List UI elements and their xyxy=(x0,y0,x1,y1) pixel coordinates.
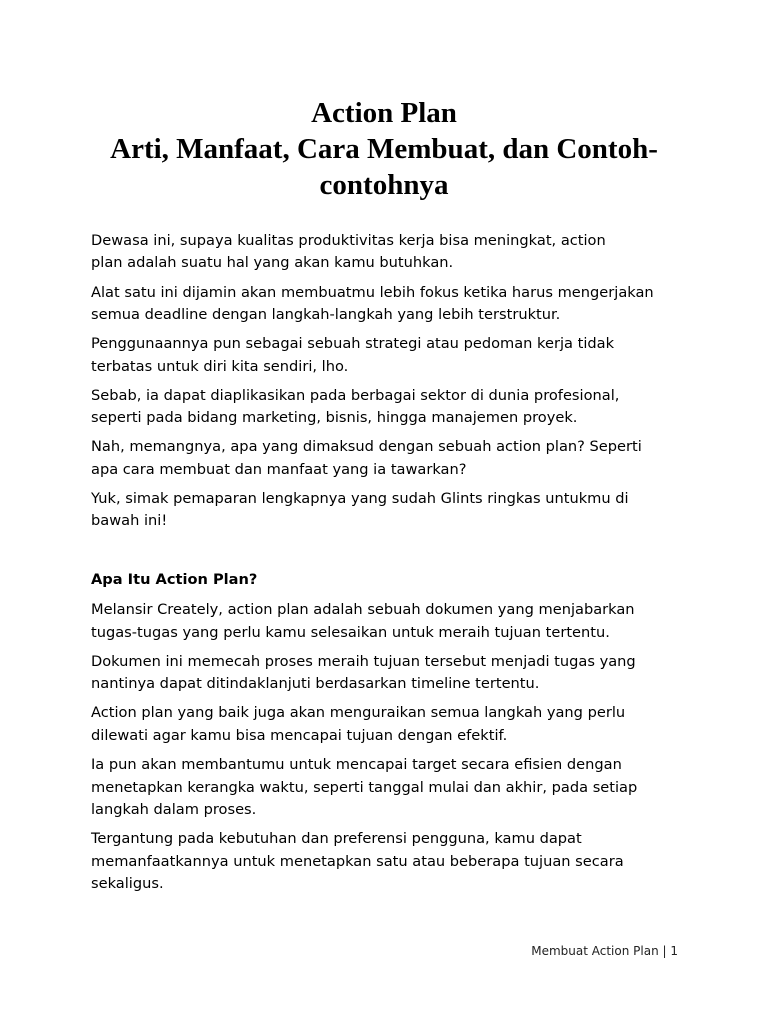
paragraph-line: sekaligus. xyxy=(91,874,164,892)
paragraph-line: Ia pun akan membantumu untuk mencapai target secara efisien dengan xyxy=(91,756,622,774)
paragraph-line: bawah ini! xyxy=(91,512,168,530)
section-paragraph-3 xyxy=(91,702,691,747)
document-body xyxy=(91,230,691,902)
paragraph-line: Dewasa ini, supaya kualitas produktivitas kerja bisa meningkat, action xyxy=(91,232,606,249)
paragraph-line: Penggunaannya pun sebagai sebuah strategi atau pedoman kerja tidak xyxy=(91,335,615,353)
intro-paragraph-1 xyxy=(91,230,691,275)
section-paragraph-4 xyxy=(91,754,691,821)
paragraph-line: Alat satu ini dijamin akan membuatmu lebih fokus ketika harus mengerjakan xyxy=(91,283,654,301)
paragraph-line: memanfaatkannya untuk menetapkan satu atau beberapa tujuan secara xyxy=(91,852,624,870)
title-line-3: contohnya xyxy=(319,169,449,201)
section-heading: Apa Itu Action Plan? xyxy=(91,570,258,588)
intro-paragraph-4 xyxy=(91,385,691,430)
intro-paragraph-2 xyxy=(91,282,691,327)
intro-section xyxy=(91,230,691,533)
intro-paragraph-5 xyxy=(91,436,691,481)
section-paragraph-1 xyxy=(91,599,691,644)
section-paragraph-5 xyxy=(91,828,691,895)
section-paragraph-2 xyxy=(91,651,691,696)
paragraph-line: langkah dalam proses. xyxy=(91,800,257,818)
paragraph-line: Yuk, simak pemaparan lengkapnya yang sudah Glints ringkas untukmu di xyxy=(91,490,629,508)
paragraph-line: nantinya dapat ditindaklanjuti berdasarkan timeline tertentu. xyxy=(91,675,540,693)
intro-paragraph-6 xyxy=(91,488,691,533)
paragraph-line: menetapkan kerangka waktu, seperti tanggal mulai dan akhir, pada setiap xyxy=(91,778,638,796)
paragraph-line: tugas-tugas yang perlu kamu selesaikan untuk meraih tujuan tertentu. xyxy=(91,623,610,641)
paragraph-line: Nah, memangnya, apa yang dimaksud dengan sebuah action plan? Seperti xyxy=(91,438,642,456)
paragraph-line: Dokumen ini memecah proses meraih tujuan tersebut menjadi tugas yang xyxy=(91,652,636,670)
document-title xyxy=(60,95,708,203)
title-line-2: Arti, Manfaat, Cara Membuat, dan Contoh- xyxy=(110,133,658,165)
paragraph-line: semua deadline dengan langkah-langkah yang lebih terstruktur. xyxy=(91,306,561,324)
page-footer: Membuat Action Plan | 1 xyxy=(531,944,678,958)
definition-section xyxy=(91,599,691,895)
title-line-1: Action Plan xyxy=(311,97,457,129)
paragraph-line: terbatas untuk diri kita sendiri, lho. xyxy=(91,357,349,375)
paragraph-line: seperti pada bidang marketing, bisnis, hingga manajemen proyek. xyxy=(91,409,578,427)
paragraph-line: dilewati agar kamu bisa mencapai tujuan dengan efektif. xyxy=(91,726,508,744)
paragraph-line: apa cara membuat dan manfaat yang ia tawarkan? xyxy=(91,460,467,478)
paragraph-line: Sebab, ia dapat diaplikasikan pada berbagai sektor di dunia profesional, xyxy=(91,386,620,404)
paragraph-line: Tergantung pada kebutuhan dan preferensi pengguna, kamu dapat xyxy=(91,830,582,848)
paragraph-line: Action plan yang baik juga akan menguraikan semua langkah yang perlu xyxy=(91,704,626,722)
paragraph-line: Melansir Creately, action plan adalah sebuah dokumen yang menjabarkan xyxy=(91,601,635,619)
paragraph-line: plan adalah suatu hal yang akan kamu butuhkan. xyxy=(91,254,454,272)
intro-paragraph-3 xyxy=(91,333,691,378)
